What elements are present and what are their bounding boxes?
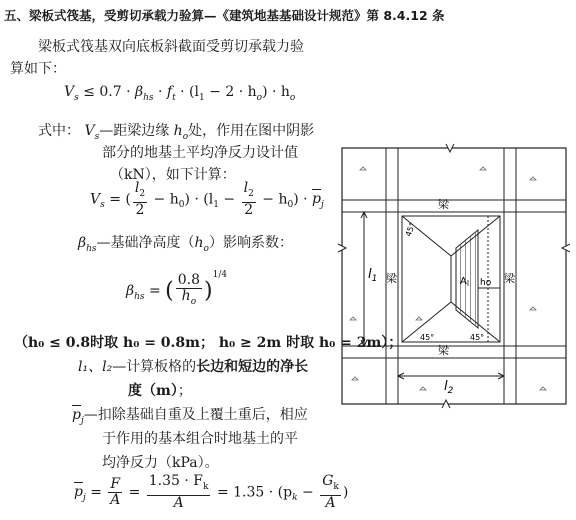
formula-vs: $V_s$ = ( $\frac{l_2}{2}$ − $h_0) \cdot (l_1$ − $\frac{l_2}{2}$ − $h_0) \cdot p_j$: [90, 180, 324, 218]
beta-desc: —基础净高度（: [96, 235, 195, 251]
p-desc-symbol: p: [72, 407, 81, 423]
formula1-dot: ·: [157, 84, 163, 100]
label-45-top: 45°: [403, 221, 418, 238]
label-beam-left: 梁: [386, 272, 397, 285]
vs-desc-2: 处，作用在图中阴影: [188, 123, 315, 139]
formula3-frac: $\frac{0.8}{h_o}$: [177, 271, 201, 307]
formula1-h2-sub: o: [289, 92, 296, 103]
formula2-p: p: [312, 191, 322, 208]
formula2-eq: =: [109, 191, 121, 208]
beta-desc-line: [78, 232, 293, 254]
formula2-frac-1: $\frac{l_2}{2}$: [134, 180, 146, 218]
l-desc-line: [78, 356, 308, 376]
vs-h-sub: o: [182, 131, 189, 142]
l-desc-line-2: [128, 380, 192, 400]
where-vs-line: [38, 120, 314, 142]
formula1-f: f: [166, 84, 173, 100]
formula4-eq3: = 1.35 · (p: [216, 484, 293, 501]
label-beam-bottom: 梁: [438, 344, 449, 357]
formula2-minus-h0: − h: [153, 191, 179, 208]
formula1-l1-sub: 1: [199, 92, 205, 103]
formula2-end: ) ·: [293, 191, 308, 208]
formula1-close: ) · h: [262, 84, 290, 100]
formula2-h0-sub: 0: [178, 200, 185, 211]
label-45-a: 45°: [420, 333, 435, 342]
formula1-beta-sub: hs: [143, 92, 154, 103]
l-desc-bold: 长边和短边的净长: [196, 359, 309, 375]
formula1-minus: − 2 · h: [204, 84, 257, 100]
section-heading: 五、梁板式筏基，受剪切承载力验算—《建筑地基基础设计规范》第 8.4.12 条: [4, 8, 445, 23]
formula3-eq: =: [148, 283, 161, 299]
intro-line-1: 梁板式筏基双向底板斜截面受剪切承载力验: [38, 39, 304, 55]
label-45-b: 45°: [470, 333, 485, 342]
vs-desc-1: —距梁边缘: [99, 123, 170, 139]
raft-slab-diagram: [330, 140, 570, 412]
l-desc-vars: l₁、l₂: [78, 359, 113, 375]
l-desc-1: —计算板格的: [112, 359, 197, 375]
formula3-lhs: β: [126, 283, 135, 299]
formula1-le: ≤ 0.7 ·: [83, 84, 131, 100]
formula2-l1-sub: 1: [213, 200, 219, 211]
p-desc-symbol-sub: j: [80, 415, 84, 426]
vs-h: $h_o$: [173, 123, 189, 142]
formula2-lhs: V: [90, 191, 101, 208]
formula-pj: [74, 474, 348, 511]
p-desc-line-3: 均净反力（kPa）。: [102, 455, 219, 471]
formula4-frac-2: $\frac{1.35 \cdot F_k}{A}$: [148, 473, 209, 511]
p-desc-line: [72, 404, 308, 426]
vs-symbol-sub: s: [94, 131, 100, 142]
formula1-h-sub: o: [256, 92, 263, 103]
formula4-pk-sub: k: [292, 493, 298, 504]
label-A: $A_l$: [460, 276, 470, 288]
formula2-minus: −: [218, 191, 236, 208]
formula4-eq1: =: [90, 484, 102, 501]
formula2-p-sub: j: [321, 200, 324, 211]
formula2-frac-2: $\frac{l_2}{2}$: [243, 180, 254, 218]
label-l2: $l_2$: [444, 379, 454, 396]
beta-symbol-sub: hs: [86, 243, 97, 254]
where-prefix: 式中：: [38, 123, 80, 139]
formula4-frac-3: $\frac{G_k}{A}$: [322, 473, 339, 511]
formula1-lhs-sub: s: [74, 92, 79, 103]
formula1-paren: · (l: [180, 84, 199, 100]
label-beam-right: 梁: [504, 272, 515, 285]
formula1-lhs: V: [64, 84, 75, 100]
vs-desc-line-3: （kN），如下计算：: [110, 167, 236, 183]
formula1-beta: β: [135, 84, 144, 100]
beta-desc-h-sub: o: [203, 243, 209, 254]
formula4-minus: −: [297, 484, 314, 501]
l-desc-line2: 度（m）: [128, 383, 178, 399]
beta-desc-h: h: [194, 235, 204, 251]
label-beam-top: 梁: [438, 198, 449, 211]
formula4-close: ): [342, 484, 349, 501]
formula1-f-sub: t: [172, 92, 176, 103]
formula2-mid: ) · (l: [184, 191, 214, 208]
l-desc-line2-end: ；: [177, 383, 192, 399]
formula4-eq2: =: [128, 484, 141, 501]
formula2-tail-sub: 0: [287, 200, 294, 211]
label-l1: $l_1$: [368, 267, 378, 284]
p-desc-line-2: 于作用的基本组合时地基土的平: [102, 431, 298, 447]
vs-symbol: V: [84, 123, 95, 139]
p-desc-1: —扣除基础自重及上覆土重后，相应: [83, 407, 308, 423]
vs-desc-line-2: 部分的地基土平均净反力设计值: [102, 145, 298, 161]
formula4-p: p: [74, 484, 83, 501]
formula4-p-sub: j: [82, 493, 86, 504]
formula4-frac-1: $\frac{F}{A}$: [110, 475, 121, 508]
formula3-exp: 1/4: [212, 270, 228, 280]
intro-line-2: 算如下：: [10, 61, 66, 77]
formula-shear-capacity: [64, 84, 295, 103]
formula2-tail: − h: [262, 191, 288, 208]
formula2-lhs-sub: s: [100, 200, 105, 211]
beta-symbol: β: [78, 235, 87, 251]
formula-beta: $\beta_{hs}$ = ( $\frac{0.8}{h_o}$ )$^{1/4}$: [126, 270, 227, 309]
condition-line: （h₀ ≤ 0.8时取 h₀ = 0.8m； h₀ ≥ 2m 时取 h₀ = 2m）；: [14, 335, 403, 351]
formula3-lhs-sub: hs: [134, 291, 145, 302]
beta-desc-end: ）影响系数：: [208, 235, 293, 251]
label-h0: ho: [480, 278, 492, 288]
